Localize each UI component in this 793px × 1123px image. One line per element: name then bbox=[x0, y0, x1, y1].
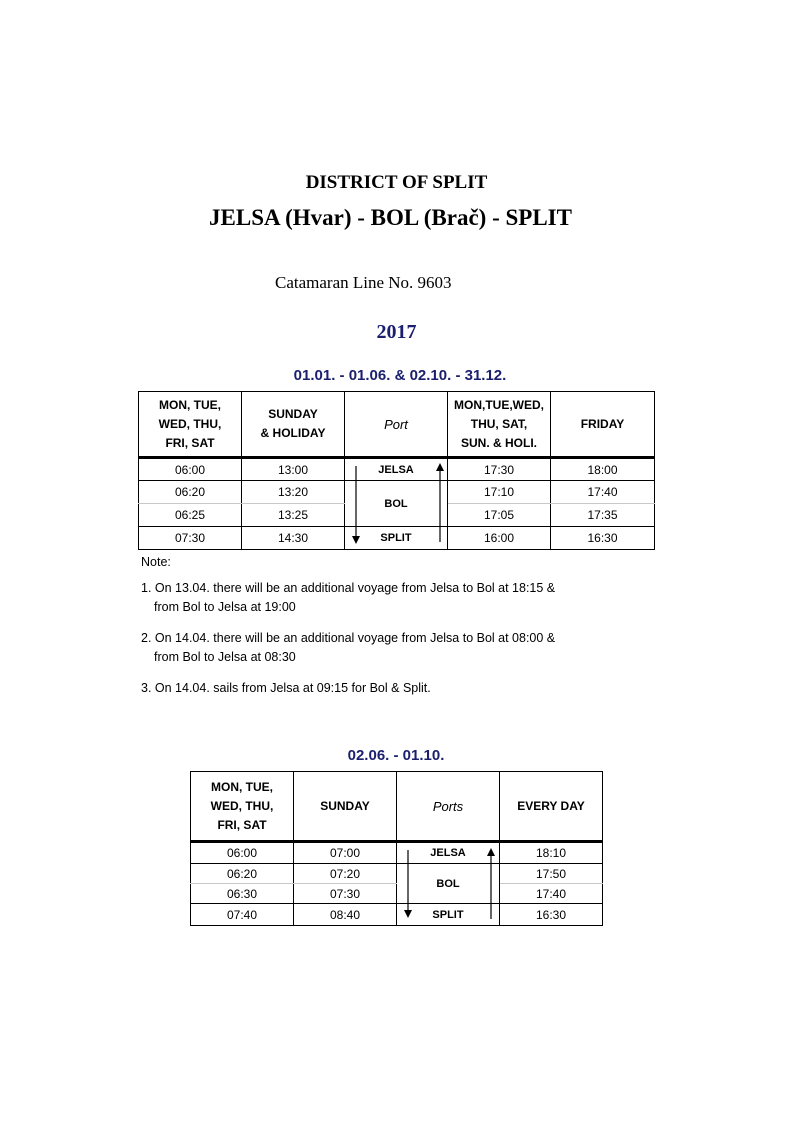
cell-weekdays: 07:40 bbox=[191, 904, 294, 926]
cell-every-day: 18:10 bbox=[500, 842, 603, 864]
header-weekdays: MON, TUE, WED, THU, FRI, SAT bbox=[139, 392, 242, 458]
cell-weekdays: 06:00 bbox=[139, 458, 242, 481]
note-item: 3. On 14.04. sails from Jelsa at 09:15 for Bol & Split. bbox=[141, 681, 431, 695]
cell-sunday: 07:30 bbox=[294, 884, 397, 904]
note-label: Note: bbox=[141, 555, 171, 569]
table-row bbox=[191, 864, 603, 884]
table-row bbox=[139, 481, 655, 504]
district-title: DISTRICT OF SPLIT bbox=[305, 172, 488, 193]
cell-return: 17:10 bbox=[448, 481, 551, 504]
cell-sunday: 13:00 bbox=[242, 458, 345, 481]
cell-every-day: 17:50 bbox=[500, 864, 603, 884]
cell-sunday: 07:20 bbox=[294, 864, 397, 884]
cell-friday: 17:35 bbox=[551, 504, 655, 527]
port-bol: BOL bbox=[345, 481, 448, 527]
up-arrow-icon bbox=[434, 462, 446, 546]
cell-sunday: 08:40 bbox=[294, 904, 397, 926]
note-item: 1. On 13.04. there will be an additional voyage from Jelsa to Bol at 18:15 & from Bol to Jelsa at 19:00 bbox=[141, 581, 556, 614]
cell-every-day: 17:40 bbox=[500, 884, 603, 904]
port-split: SPLIT bbox=[345, 527, 448, 550]
cell-weekdays: 06:20 bbox=[191, 864, 294, 884]
down-arrow-icon bbox=[350, 464, 362, 546]
cell-weekdays: 06:00 bbox=[191, 842, 294, 864]
header-return-days: MON,TUE,WED, THU, SAT, SUN. & HOLI. bbox=[448, 392, 551, 458]
cell-sunday: 13:25 bbox=[242, 504, 345, 527]
cell-weekdays: 06:30 bbox=[191, 884, 294, 904]
header-sunday: SUNDAY bbox=[294, 772, 397, 842]
header-port: Port bbox=[345, 392, 448, 458]
cell-friday: 18:00 bbox=[551, 458, 655, 481]
table-row bbox=[191, 842, 603, 864]
cell-return: 16:00 bbox=[448, 527, 551, 550]
header-every-day: EVERY DAY bbox=[500, 772, 603, 842]
route-title: JELSA (Hvar) - BOL (Brač) - SPLIT bbox=[209, 205, 572, 230]
year-heading: 2017 bbox=[376, 321, 417, 343]
up-arrow-icon bbox=[485, 847, 497, 923]
cell-sunday: 14:30 bbox=[242, 527, 345, 550]
header-friday: FRIDAY bbox=[551, 392, 655, 458]
cell-weekdays: 06:20 bbox=[139, 481, 242, 504]
table-row bbox=[139, 458, 655, 481]
down-arrow-icon bbox=[402, 848, 414, 922]
cell-return: 17:30 bbox=[448, 458, 551, 481]
port-jelsa: JELSA bbox=[397, 842, 500, 864]
table-row bbox=[191, 904, 603, 926]
port-bol: BOL bbox=[397, 864, 500, 904]
cell-weekdays: 07:30 bbox=[139, 527, 242, 550]
line-number: Catamaran Line No. 9603 bbox=[275, 273, 452, 292]
cell-sunday: 13:20 bbox=[242, 481, 345, 504]
period-heading-1: 01.01. - 01.06. & 02.10. - 31.12. bbox=[293, 367, 507, 384]
header-weekdays: MON, TUE, WED, THU, FRI, SAT bbox=[191, 772, 294, 842]
port-split: SPLIT bbox=[397, 904, 500, 926]
period-heading-2: 02.06. - 01.10. bbox=[347, 747, 445, 764]
timetable-2 bbox=[190, 771, 603, 926]
header-sunday-holiday: SUNDAY & HOLIDAY bbox=[242, 392, 345, 458]
cell-every-day: 16:30 bbox=[500, 904, 603, 926]
note-item: 2. On 14.04. there will be an additional voyage from Jelsa to Bol at 08:00 & from Bol to Jelsa at 08:30 bbox=[141, 631, 556, 664]
header-ports: Ports bbox=[397, 772, 500, 842]
cell-friday: 17:40 bbox=[551, 481, 655, 504]
cell-return: 17:05 bbox=[448, 504, 551, 527]
cell-friday: 16:30 bbox=[551, 527, 655, 550]
cell-sunday: 07:00 bbox=[294, 842, 397, 864]
cell-weekdays: 06:25 bbox=[139, 504, 242, 527]
table-row bbox=[139, 527, 655, 550]
timetable-1 bbox=[138, 391, 655, 550]
port-jelsa: JELSA bbox=[345, 458, 448, 481]
